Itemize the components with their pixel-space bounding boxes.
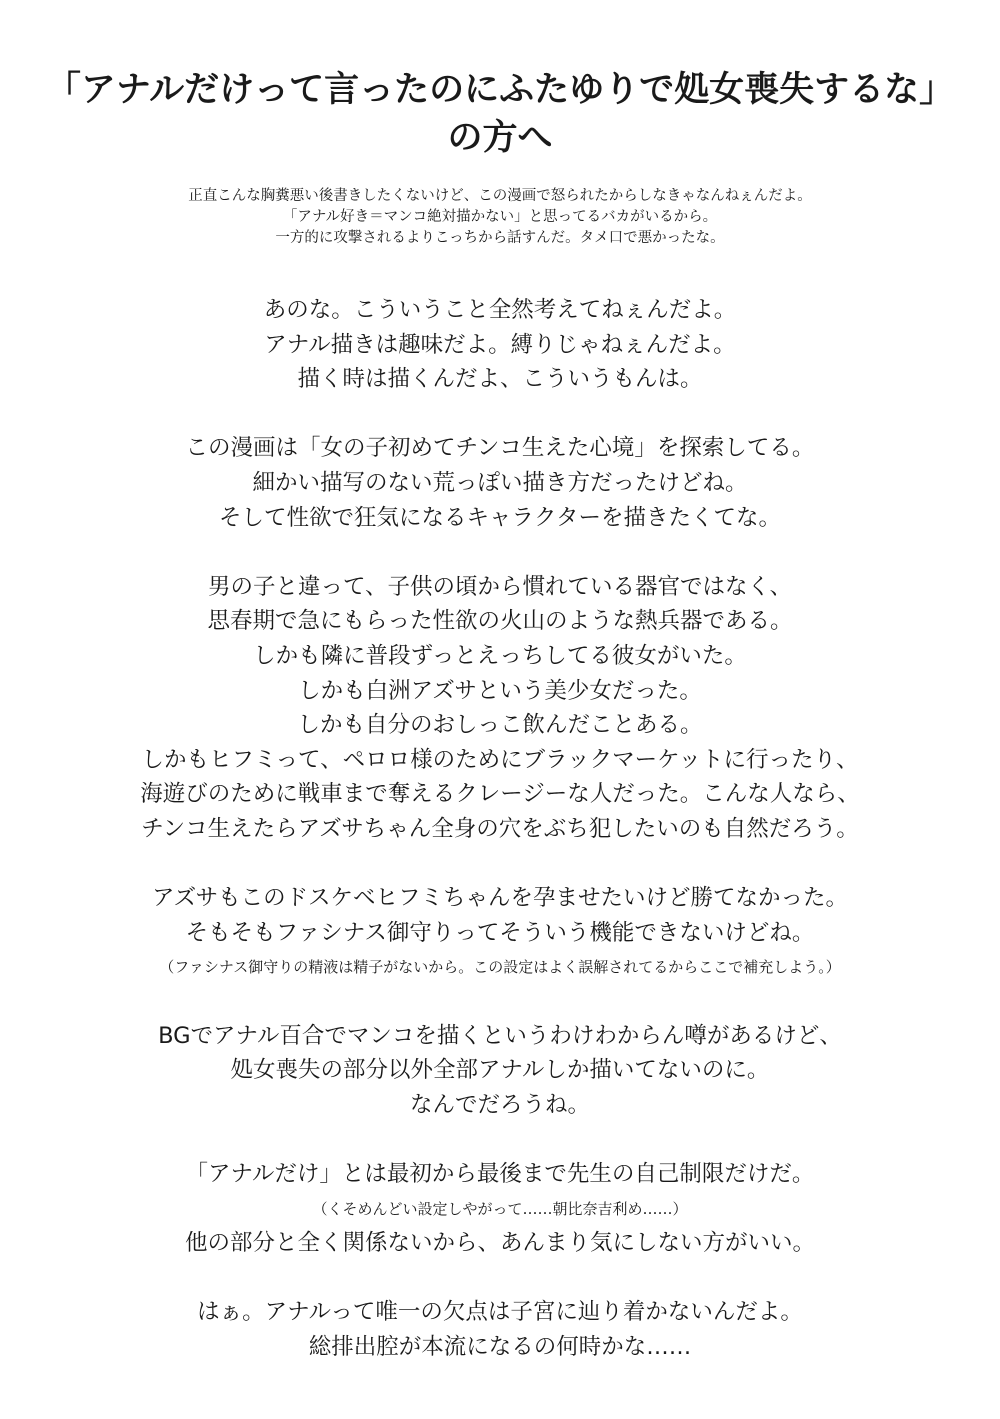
body-line: しかも自分のおしっこ飲んだことある。 — [297, 712, 703, 739]
body-line: 「アナルだけ」とは最初から最後まで先生の自己制限だけだ。 — [185, 1161, 815, 1188]
body-line: 男の子と違って、子供の頃から慣れている器官ではなく、 — [207, 573, 793, 600]
paragraph-2 — [0, 431, 1000, 535]
page-title — [0, 66, 1000, 162]
body-line: そもそもファシナス御守りってそういう機能できないけどね。 — [185, 919, 815, 946]
body-line: BGでアナル百合でマンコを描くというわけわからん噂があるけど、 — [158, 1022, 842, 1049]
body-line: 細かい描写のない荒っぽい描き方だったけどね。 — [252, 469, 748, 496]
title-line-1: 「アナルだけって言ったのにふたゆりで処女喪失するな」 — [45, 70, 955, 110]
body-line: チンコ生えたらアズサちゃん全身の穴をぶち犯したいのも自然だろう。 — [141, 815, 859, 842]
intro-line: 「アナル好き＝マンコ絶対描かない」と思ってるバカがいるから。 — [282, 209, 718, 225]
body-line: 思春期で急にもらった性欲の火山のような熱兵器である。 — [207, 608, 793, 635]
body-line: アナル描きは趣味だよ。縛りじゃねぇんだよ。 — [264, 331, 736, 358]
paragraph-4 — [0, 881, 1000, 984]
body-line: はぁ。アナルって唯一の欠点は子宮に辿り着かないんだよ。 — [197, 1299, 803, 1326]
body-line: 総排出腔が本流になるの何時かな…… — [308, 1333, 692, 1360]
body-line: 描く時は描くんだよ、こういうもんは。 — [297, 366, 703, 393]
body-line: この漫画は「女の子初めてチンコ生えた心境」を探索してる。 — [185, 435, 815, 462]
paragraph-6 — [0, 1157, 1000, 1260]
intro-line: 正直こんな胸糞悪い後書きしたくないけど、この漫画で怒られたからしなきゃなんねぇんだよ。 — [188, 188, 812, 204]
body-line: そして性欲で狂気になるキャラクターを描きたくてな。 — [218, 504, 782, 531]
body-line: 他の部分と全く関係ないから、あんまり気にしない方がいい。 — [184, 1229, 815, 1256]
intro-line: 一方的に攻撃されるよりこっちから話すんだ。タメ口で悪かったな。 — [275, 230, 725, 246]
paragraph-3 — [0, 570, 1000, 847]
body-text — [0, 293, 1000, 1364]
body-line: しかもヒフミって、ペロロ様のためにブラックマーケットに行ったり、 — [141, 746, 859, 773]
body-line: あのな。こういうこと全然考えてねぇんだよ。 — [263, 297, 737, 323]
body-line: しかも隣に普段ずっとえっちしてる彼女がいた。 — [253, 642, 747, 669]
body-line: 処女喪失の部分以外全部アナルしか描いてないのに。 — [230, 1057, 770, 1084]
paragraph-7 — [0, 1295, 1000, 1364]
side-note: （ファシナス御守りの精液は精子がないから。この設定はよく誤解されてるからここで補充しよう。） — [159, 958, 841, 977]
body-line: アズサもこのドスケベヒフミちゃんを孕ませたいけど勝てなかった。 — [152, 885, 848, 912]
side-note: （くそめんどい設定しやがって……朝比奈吉利め……） — [312, 1199, 688, 1218]
paragraph-5 — [0, 1019, 1000, 1123]
paragraph-1 — [0, 293, 1000, 397]
body-line: なんでだろうね。 — [409, 1092, 590, 1119]
intro-text — [0, 186, 1000, 249]
body-line: 海遊びのために戦車まで奪えるクレージーな人だった。こんな人なら、 — [140, 781, 860, 808]
title-line-2: の方へ — [447, 118, 553, 158]
body-line: しかも白洲アズサという美少女だった。 — [298, 677, 702, 704]
